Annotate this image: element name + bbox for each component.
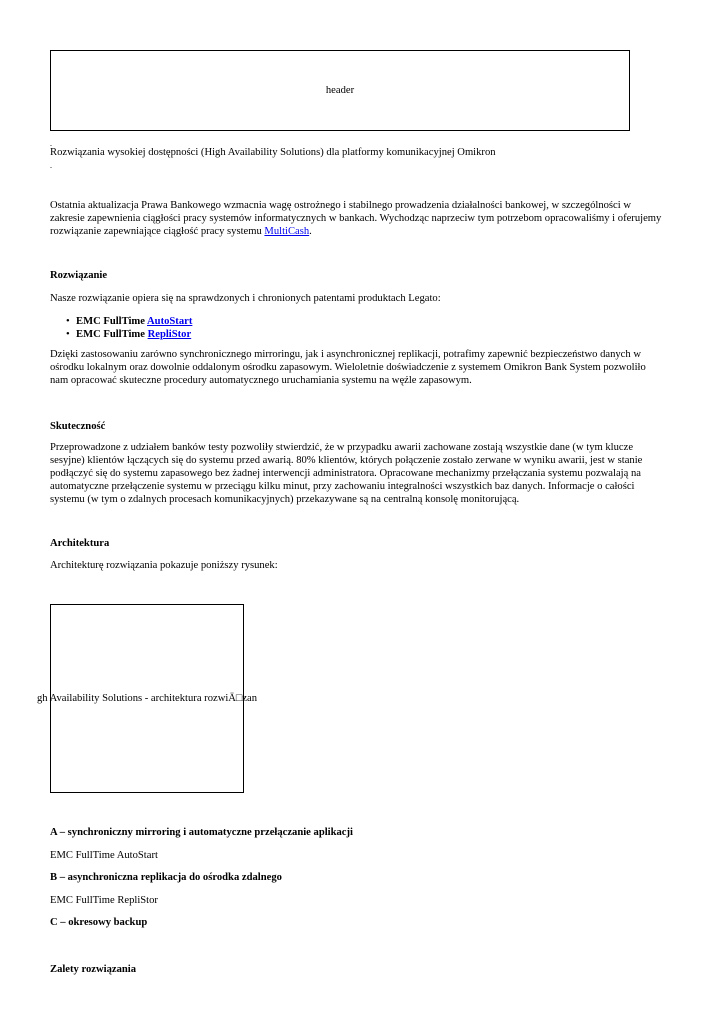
- intro-text: Ostatnia aktualizacja Prawa Bankowego wzmacnia wagę ostrożnego i stabilnego prowadzenia działalności bankowej, w szczególności w zakresie zapewnienia ciągłości pracy systemów informatycznych w bankach. Wychodząc naprzeciw tym potrzebom opracowaliśmy i oferujemy rozwiązanie zapewniające ciągłość pracy systemu: [50, 200, 662, 237]
- solution-heading: Rozwiązanie: [50, 270, 108, 281]
- page-title: Rozwiązania wysokiej dostępności (High Availability Solutions) dla platformy komunikacyjnej Omikron: [50, 147, 496, 158]
- architecture-heading: Architektura: [50, 538, 110, 549]
- item-b-product: EMC FullTime RepliStor: [50, 895, 158, 906]
- architecture-lead: Architekturę rozwiązania pokazuje poniższy rysunek:: [50, 560, 278, 571]
- item-c-heading: C – okresowy backup: [50, 917, 148, 928]
- list-item: [50, 315, 665, 328]
- intro-end: .: [309, 226, 312, 237]
- advantages-heading: Zalety rozwiązania: [50, 964, 137, 975]
- solution-lead: Nasze rozwiązanie opiera się na sprawdzonych i chronionych patentami produktach Legato:: [50, 293, 441, 304]
- autostart-link[interactable]: AutoStart: [147, 316, 193, 327]
- product-list: [50, 315, 665, 341]
- product-prefix: EMC FullTime: [76, 316, 148, 327]
- bullet-dot-bottom: .: [50, 161, 52, 170]
- header-placeholder-text: header: [325, 85, 355, 96]
- intro-paragraph: [50, 199, 665, 238]
- efficiency-heading: Skuteczność: [50, 421, 106, 432]
- multicash-link[interactable]: MultiCash: [264, 226, 310, 237]
- solution-body: Dzięki zastosowaniu zarówno synchronicznego mirroringu, jak i asynchronicznej replikacji, potrafimy zapewnić bezpieczeństwo danych w ośrodku lokalnym oraz dowolnie oddalonym ośrodku zapasowym. Wieloletnie doświadczenie z systemem Omikron Bank System pozwoliło nam opracować skuteczne procedury automatycznego uruchamiania systemu na węźle zapasowym.: [50, 349, 646, 386]
- replistor-link[interactable]: RepliStor: [147, 329, 192, 340]
- item-a-product: EMC FullTime AutoStart: [50, 850, 158, 861]
- header-placeholder: [50, 50, 630, 131]
- architecture-image: [36, 604, 258, 793]
- item-b-heading: B – asynchroniczna replikacja do ośrodka zdalnego: [50, 872, 282, 883]
- bullet-dot-top: .: [50, 139, 52, 148]
- product-prefix: EMC FullTime: [76, 329, 148, 340]
- list-item: [50, 328, 665, 341]
- efficiency-body: Przeprowadzone z udziałem banków testy pozwoliły stwierdzić, że w przypadku awarii zachowane zostają wszystkie dane (w tym klucze sesyjne) klientów łączących się do systemu przed awarią. 80% klientów, których połączenie zostało zerwane w wyniku awarii, jest w stanie podłączyć się do systemu zapasowego bez żadnej interwencji administratora. Opracowane mechanizmy przełączania systemu pozwalają na automatyczne przełączenie systemu w przeciągu kilku minut, przy zachowaniu integralności wszystkich baz danych. Informacje o całości systemu (w tym o zdalnych procesach komunikacyjnych) przekazywane są na centralną konsolę monitorującą.: [50, 442, 643, 505]
- architecture-image-alt: gh Availability Solutions - architektura rozwiÄ□zan: [36, 693, 258, 704]
- item-a-heading: A – synchroniczny mirroring i automatyczne przełączanie aplikacji: [50, 827, 353, 838]
